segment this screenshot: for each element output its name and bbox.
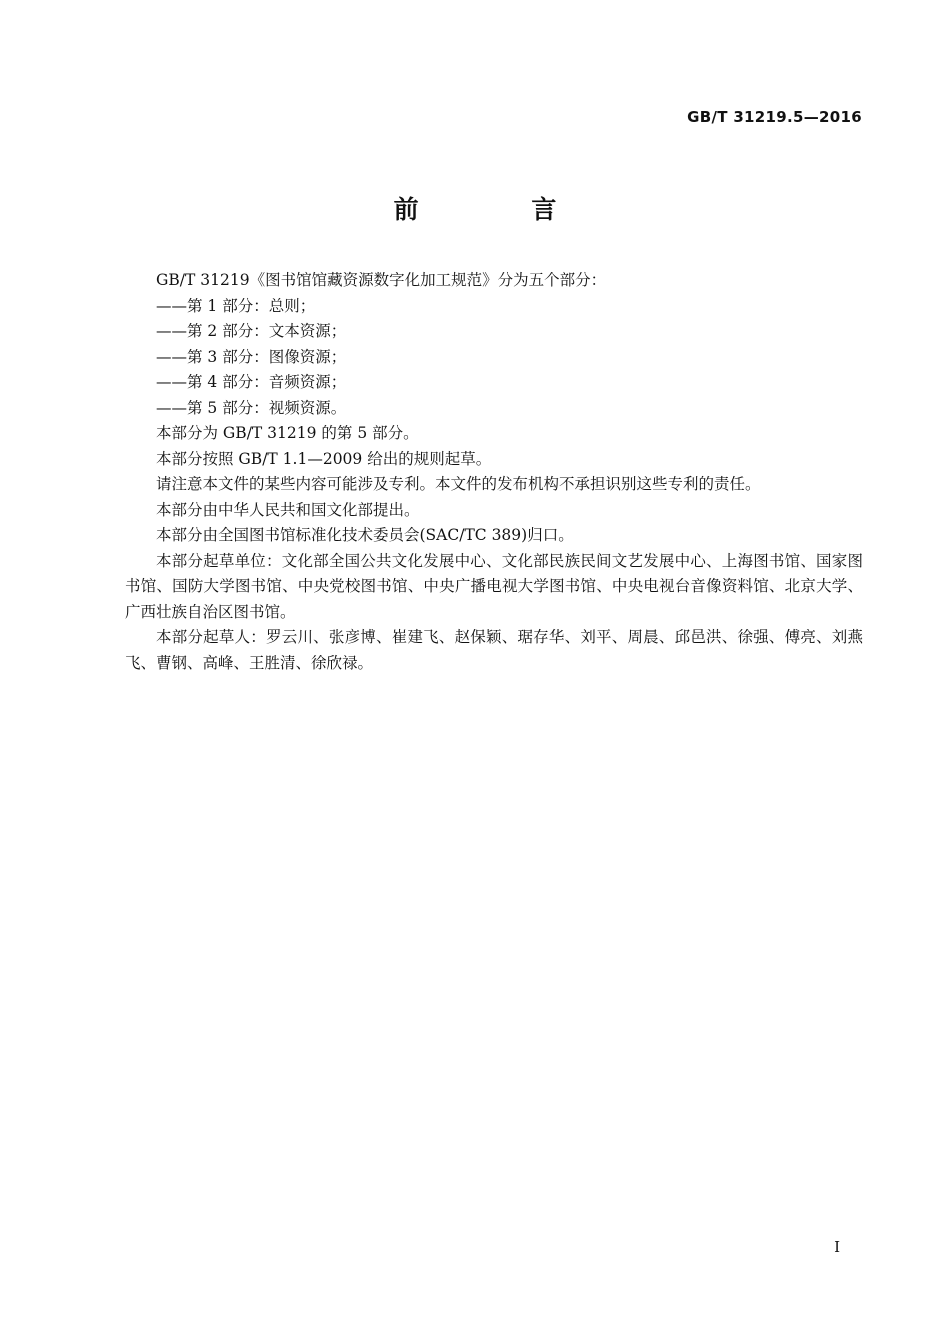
paragraph-parts-intro: GB/T 31219《图书馆馆藏资源数字化加工规范》分为五个部分： — [156, 271, 607, 289]
paragraph-administered-by: 本部分由全国图书馆标准化技术委员会(SAC/TC 389)归口。 — [156, 526, 574, 544]
paragraph-proposed-by: 本部分由中华人民共和国文化部提出。 — [156, 500, 420, 519]
list-item-part-2: ——第 2 部分：文本资源； — [156, 322, 347, 340]
paragraph-this-part: 本部分为 GB/T 31219 的第 5 部分。 — [156, 424, 419, 442]
foreword-body — [125, 268, 863, 676]
list-item-part-4: ——第 4 部分：音频资源； — [156, 373, 347, 391]
list-item-part-1: ——第 1 部分：总则； — [156, 296, 316, 315]
list-item-part-5: ——第 5 部分：视频资源。 — [156, 398, 347, 417]
list-item-part-3: ——第 3 部分：图像资源； — [156, 347, 347, 366]
paragraph-patent-notice: 请注意本文件的某些内容可能涉及专利。本文件的发布机构不承担识别这些专利的责任。 — [156, 475, 761, 493]
standard-code: GB/T 31219.5—2016 — [687, 108, 862, 126]
page-number: I — [834, 1238, 840, 1256]
paragraph-drafters: 本部分起草人：罗云川、张彦博、崔建飞、赵保颖、琚存华、刘平、周晨、邱邑洪、徐强、傅亮、刘燕飞、曹钢、高峰、王胜清、徐欣禄。 — [125, 628, 863, 672]
paragraph-drafting-units: 本部分起草单位：文化部全国公共文化发展中心、文化部民族民间文艺发展中心、上海图书馆、国家图书馆、国防大学图书馆、中央党校图书馆、中央广播电视大学图书馆、中央电视台音像资料馆、北京大学、广西壮族自治区图书馆。 — [125, 551, 863, 621]
page-title: 前 言 — [393, 195, 609, 224]
paragraph-drafting-rules: 本部分按照 GB/T 1.1—2009 给出的规则起草。 — [156, 449, 492, 468]
